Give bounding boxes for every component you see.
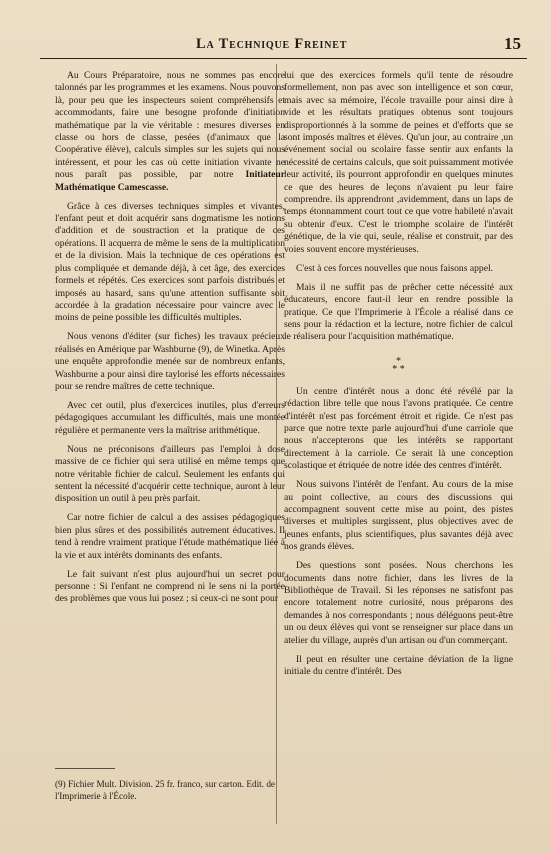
paragraph: Il peut en résulter une certaine déviation de la ligne initiale du centre d'intérêt. Des (284, 653, 513, 678)
separator-star: * (396, 355, 401, 367)
running-header (40, 36, 527, 56)
paragraph: Grâce à ces diverses techniques simples et vivantes, l'enfant peut et doit acquérir sans dogmatisme les notions d'addition et de soustraction et la pratique de ces opérations. Il acquerra de même le sens de la multiplication et de la division. Mais la technique de ces opérations est plus compliquée et demande déjà, à cet âge, des exercices formels et répétés. Ces exercices sont parfois distribués et imposés au hasard, sans qu'une attention suffisante soit accordée à la gradation nécessaire pour vaincre avec le moins de peine possible les difficultés multiples. (55, 200, 285, 324)
header-rule (40, 58, 527, 59)
paragraph: Un centre d'intérêt nous a donc été révélé par la rédaction libre telle que nous l'avons pratiquée. Ce centre d'intérêt n'est pas forcément étroit et rigide. Ce n'est pas parce que notre texte parle aujourd'hui d'une carriole que nous n'accepterons que les intérêts se rapportant directement à la carriole. Ce serait là une conception scolastique et étriquée de notre idée des centres d'intérêt. (284, 385, 513, 472)
paragraph: Nous suivons l'intérêt de l'enfant. Au cours de la mise au point collective, au cours des discussions qui accompagnent souvent cette mise au point, des pistes diverses et multiples surgissent, plus objectives avec de jeunes enfants, plus scientifiques, plus savantes déjà avec nos grands élèves. (284, 479, 513, 553)
paragraph: Nous ne préconisons d'ailleurs pas l'emploi à dose massive de ce fichier qui sera utilisé en même temps que notre véritable fichier de calcul. Seulement les enfants qui sentent la nécessité d'acquérir cette technique, auront à leur disposition un outil à peu près parfait. (55, 443, 285, 505)
page-number: 15 (504, 34, 521, 53)
section-separator (284, 355, 513, 375)
footnote: (9) Fichier Mult. Division. 25 fr. franco, sur carton. Edit. de l'Imprimerie à l'École. (55, 779, 275, 801)
paragraph: Des questions sont posées. Nous cherchons les documents dans notre fichier, dans les livres de la Bibliothèque de Travail. Si les réponses ne satisfont pas encore totalement notre curiosité, nous préparons des demandes à nos correspondants ; nous déléguons peut-être un ou deux élèves qui vont se renseigner sur place dans un atelier du village, auprès d'un artisan ou d'un commerçant. (284, 560, 513, 646)
paragraph: lui que des exercices formels qu'il tente de résoudre formellement, non pas avec son intelligence et son cœur, mais avec sa mémoire, l'école travaille pour ainsi dire à vide et les résultats pratiques obtenus sont toujours disproportionnés à la somme de peines et d'efforts que se sont imposés maîtres et élèves. Qu'un jour, au contraire ,un événement social ou scolaire fasse sentir aux enfants la nécessité de certains calculs, que soit puissamment motivée leur activité, ils pourront approfondir en quelques minutes ce que des heures de leçons n'avaient pu leur faire comprendre. ils apprendront ,avidemment, dans un laps de temps étonnamment court tout ce que votre habileté n'avait su obtenir d'eux. C'est le triomphe scolaire de l'intérêt génétique, de la vie qui, seule, réalise et construit, par des voies souvent encore mystérieuses. (284, 70, 513, 255)
left-column (55, 70, 285, 612)
paragraph: Avec cet outil, plus d'exercices inutiles, plus d'erreurs pédagogiques accumulant les difficultés, mais une montée régulière et permanente vers la maîtrise arithmétique. (55, 399, 285, 436)
bold-title: Initiateur Mathématique Camescasse. (55, 169, 285, 193)
paragraph-text: Au Cours Préparatoire, nous ne sommes pas encore talonnés par les programmes et les examens. Nous pouvons là, pour peu que les inspecteurs soient compréhensifs et accommodants, faire une besogne profonde d'initiation mathématique par la vie véritable : mesures diverses en classe ou hors de classe, pesées (d'animaux que la Coopérative élève), calculs simples sur les sujets qui nous intéressent, et pour les cas où cette initiation vivante ne nous paraît pas possible, par notre (55, 70, 285, 181)
journal-title: La Technique Freinet (196, 36, 348, 52)
paragraph: C'est à ces forces nouvelles que nous faisons appel. (296, 262, 494, 274)
paragraph: Mais il ne suffit pas de prêcher cette nécessité aux éducateurs, encore faut-il leur en rendre possible la pratique. Ce que l'Imprimerie à l'École a réalisé dans ce sens pour la rédaction et la lecture, notre fichier de calcul le réalisera pour l'acquisition mathématique. (284, 281, 513, 343)
paragraph: Le fait suivant n'est plus aujourd'hui un secret pour personne : Si l'enfant ne comprend ni le sens ni la portée des problèmes que vous lui posez ; si ceux-ci ne sont pour (55, 568, 285, 605)
footnote-rule (55, 768, 115, 769)
paragraph: Nous venons d'éditer (sur fiches) les travaux précieux réalisés en Amérique par Washburne (9), de Winetka. Après une enquête approfondie menée sur de nombreux enfants, Washburne a pour ainsi dire taylorisé les efforts nécessaires pour se rendre maîtres de cette technique. (55, 331, 285, 392)
paragraph: Car notre fichier de calcul a des assises pédagogiques bien plus sûres et des possibilités autrement éducatives. Il tend à rendre vraiment pratique l'étude mathématique liée à la vie et aux intérêts dominants des enfants. (55, 512, 285, 561)
paragraph (55, 70, 285, 194)
separator-stars: * * (392, 363, 405, 375)
right-column (284, 70, 513, 685)
